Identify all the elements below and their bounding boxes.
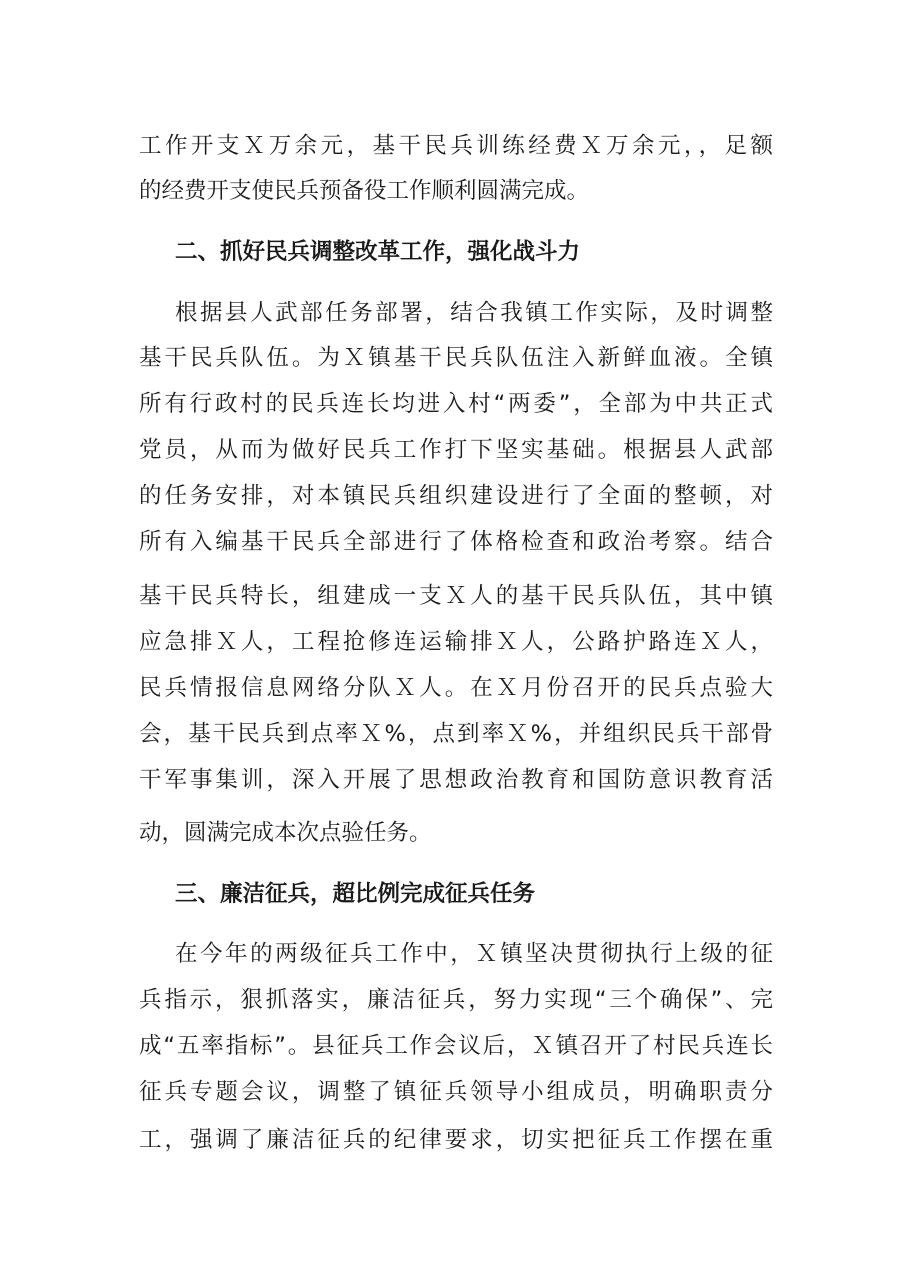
- paragraph-line: 成“五率指标”。县征兵工作会议后，Ｘ镇召开了村民兵连长: [139, 1033, 773, 1059]
- paragraph-line: 民兵情报信息网络分队Ｘ人。在Ｘ月份召开的民兵点验大: [139, 675, 773, 701]
- section-heading: 三、廉洁征兵，超比例完成征兵任务: [175, 881, 536, 907]
- paragraph-line: 的任务安排，对本镇民兵组织建设进行了全面的整顿，对: [139, 483, 773, 509]
- paragraph-line: 应急排Ｘ人，工程抢修连运输排Ｘ人，公路护路连Ｘ人，: [139, 629, 773, 655]
- paragraph-line: 所有行政村的民兵连长均进入村“两委”，全部为中共正式: [139, 391, 773, 417]
- section-heading: 二、抓好民兵调整改革工作，强化战斗力: [175, 239, 581, 265]
- paragraph-line: 根据县人武部任务部署，结合我镇工作实际，及时调整: [175, 300, 773, 326]
- paragraph-line: 工作开支Ｘ万余元，基干民兵训练经费Ｘ万余元，，足额: [139, 133, 773, 159]
- paragraph-line: 会，基干民兵到点率Ｘ%，点到率Ｘ%，并组织民兵干部骨: [139, 721, 773, 747]
- paragraph-line: 所有入编基干民兵全部进行了体格检查和政治考察。结合: [139, 529, 773, 555]
- paragraph-line: 的经费开支使民兵预备役工作顺利圆满完成。: [139, 178, 590, 204]
- paragraph-line: 在今年的两级征兵工作中，Ｘ镇坚决贯彻执行上级的征: [175, 941, 773, 967]
- paragraph-line: 兵指示，狠抓落实，廉洁征兵，努力实现“三个确保”、完: [139, 987, 773, 1013]
- paragraph-line: 基干民兵特长，组建成一支Ｘ人的基干民兵队伍，其中镇: [139, 583, 773, 609]
- paragraph-line: 征兵专题会议，调整了镇征兵领导小组成员，明确职责分: [139, 1079, 773, 1105]
- paragraph-line: 党员，从而为做好民兵工作打下坚实基础。根据县人武部: [139, 437, 773, 463]
- paragraph-line: 工，强调了廉洁征兵的纪律要求，切实把征兵工作摆在重: [139, 1127, 773, 1153]
- paragraph-line: 基干民兵队伍。为Ｘ镇基干民兵队伍注入新鲜血液。全镇: [139, 345, 773, 371]
- paragraph-line: 动，圆满完成本次点验任务。: [139, 820, 432, 846]
- paragraph-line: 干军事集训，深入开展了思想政治教育和国防意识教育活: [139, 767, 773, 793]
